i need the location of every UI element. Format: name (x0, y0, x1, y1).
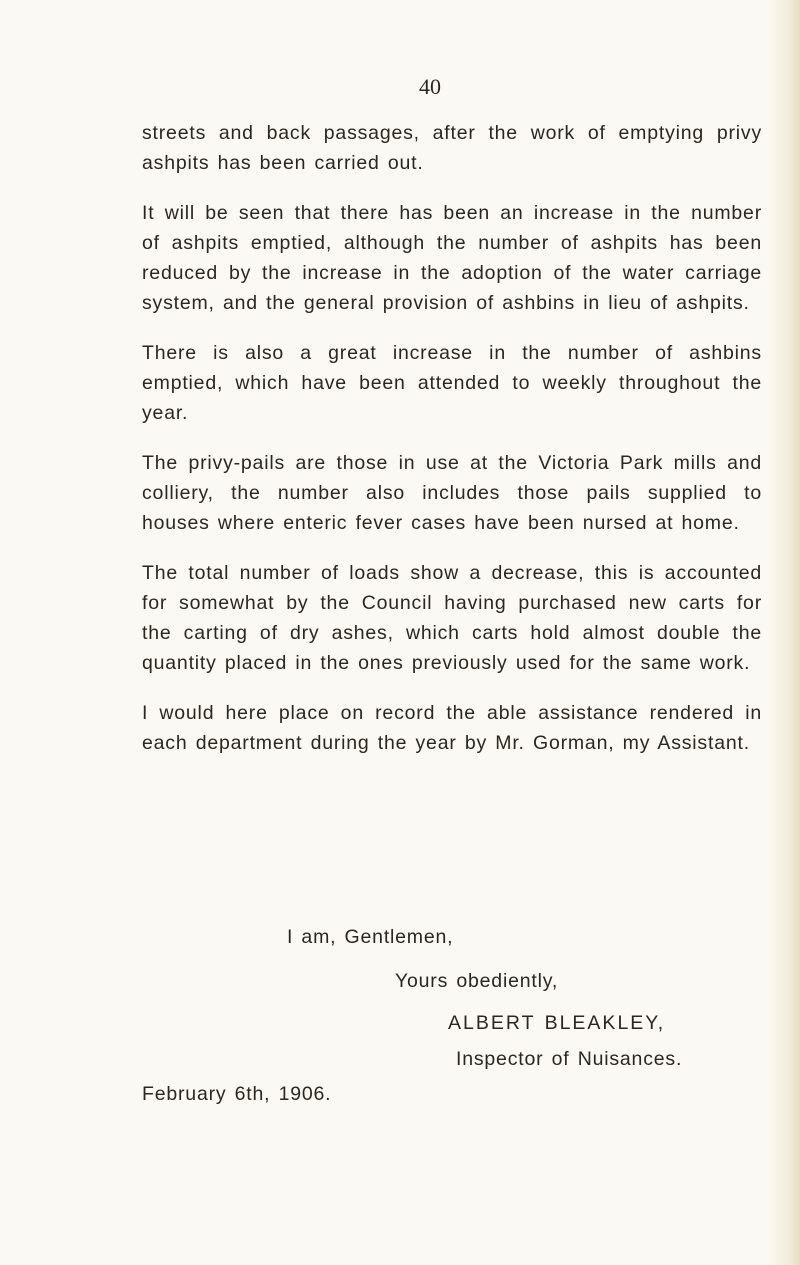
salutation: I am, Gentlemen, (287, 926, 454, 948)
paragraph-privy-pails: The privy-pails are those in use at the Victoria Park mills and colliery, the number also includes those pails supplied to houses where enteric fever cases have been nursed at home. (142, 452, 762, 534)
signature-title: Inspector of Nuisances. (456, 1048, 683, 1070)
paragraph-ashpits-increase: It will be seen that there has been an increase in the number of ashpits emptied, although the number of ashpits has been reduced by the increase in the adoption of the water carriage system, and the general provision of ashbins in lieu of ashpits. (142, 202, 762, 314)
report-body (142, 118, 762, 778)
paragraph-ashbins-increase: There is also a great increase in the number of ashbins emptied, which have been attended to weekly throughout the year. (142, 342, 762, 424)
paragraph-assistance-acknowledgement: I would here place on record the able assistance rendered in each department during the year by Mr. Gorman, my Assistant. (142, 702, 762, 754)
report-date: February 6th, 1906. (142, 1083, 332, 1105)
page-number: 40 (419, 74, 441, 99)
valediction: Yours obediently, (395, 970, 559, 992)
signature-name: ALBERT BLEAKLEY, (448, 1012, 666, 1034)
paragraph-total-loads: The total number of loads show a decrease, this is accounted for somewhat by the Council having purchased new carts for the carting of dry ashes, which carts hold almost double the quantity placed in the ones previously used for the same work. (142, 562, 762, 674)
paragraph-streets-continuation: streets and back passages, after the work of emptying privy ashpits has been carried out. (142, 122, 762, 174)
